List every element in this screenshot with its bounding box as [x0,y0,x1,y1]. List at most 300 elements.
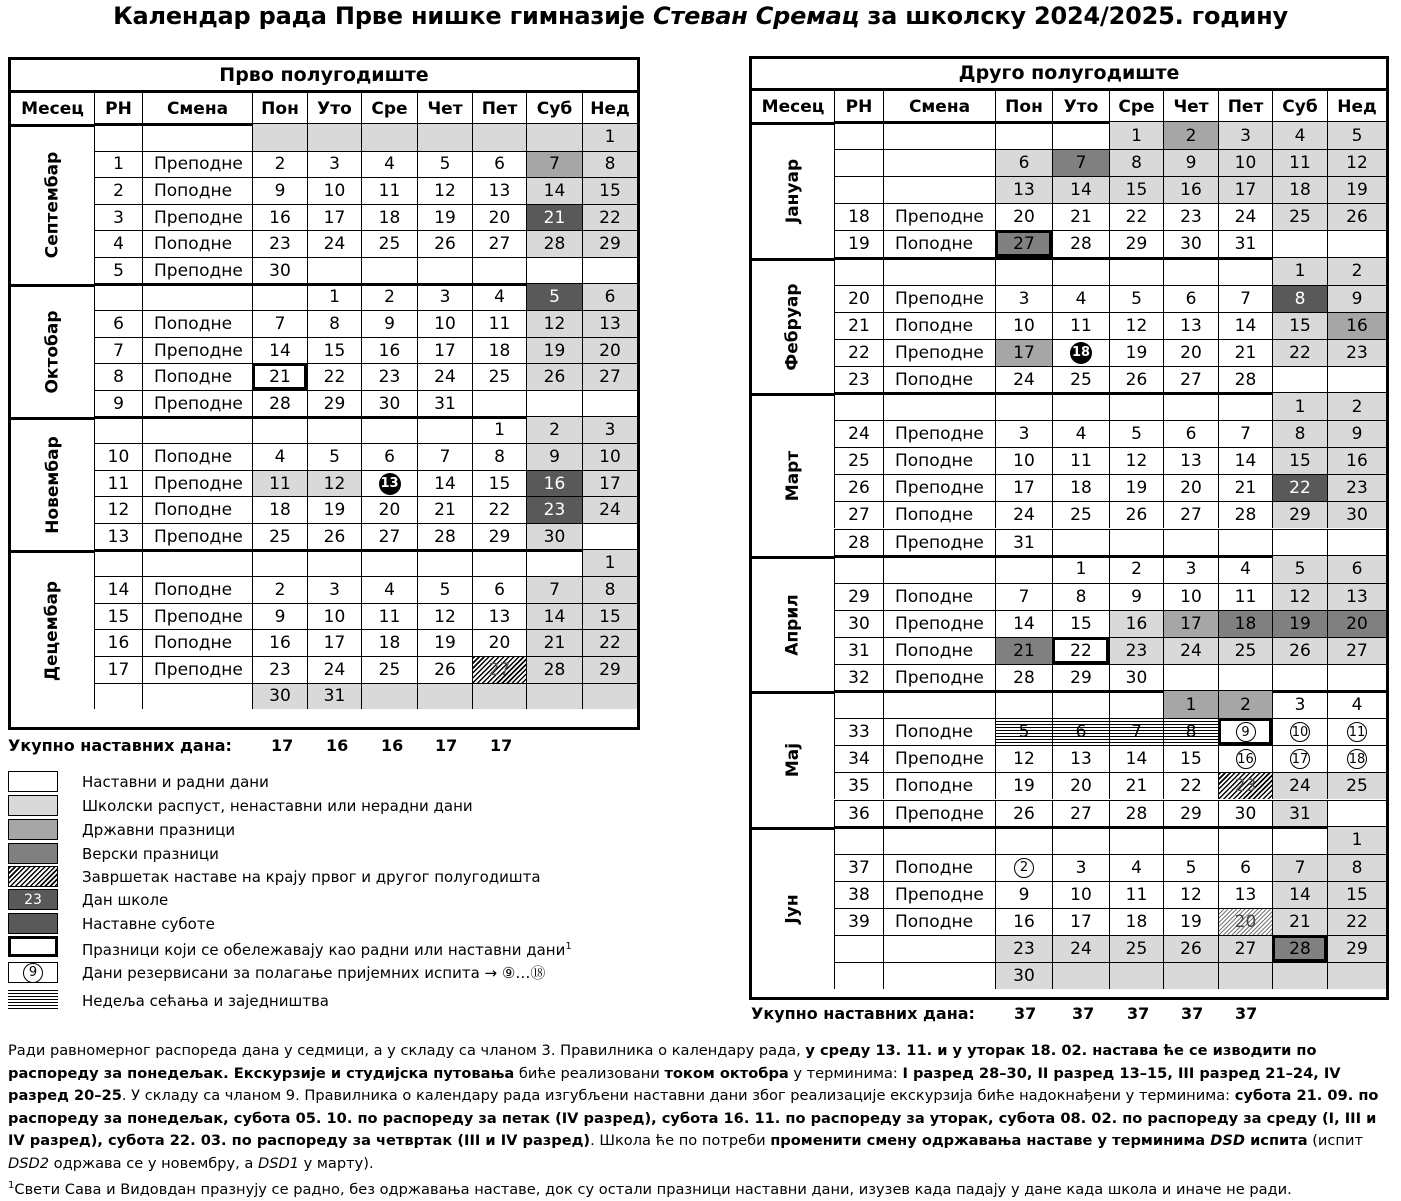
legend-text [82,913,215,935]
rn-cell: 32 [834,664,883,691]
day-cell: 20 [995,203,1052,230]
day-cell [995,258,1052,285]
day-cell: 29 [1109,230,1163,257]
day-cell: 17 [307,629,361,656]
day-cell: 1 [1109,122,1163,149]
legend-label: Наставни и радни дани [82,773,269,791]
total-value: 37 [1072,1004,1095,1023]
legend-swatch [8,913,58,934]
day-cell: 31 [1218,230,1272,257]
day-cell: 8 [1109,149,1163,176]
day-cell: 3 [582,417,637,444]
day-cell: 9 [1109,583,1163,610]
day-cell: 8 [1272,420,1327,447]
legend-swatch [8,843,58,864]
day-cell: 17 [995,339,1052,366]
month-name: Јануар [782,159,803,224]
day-cell: 24 [1163,637,1218,664]
rn-cell [834,393,883,420]
rn-cell: 17 [94,656,142,683]
month-name: Септембар [42,152,63,259]
shift-cell: Преподне [142,470,252,497]
circled-day-number: 2 [1014,858,1034,878]
month-label [11,550,94,710]
day-cell [307,124,361,151]
day-cell: 9 [361,310,417,337]
legend-circled-number: 9 [23,963,43,983]
rn-cell: 30 [834,610,883,637]
shift-cell: Поподне [883,312,995,339]
legend-swatch: 23 [8,889,58,910]
day-cell [1052,529,1109,556]
day-cell: 17 [1218,176,1272,203]
day-cell: 16 [252,204,307,231]
day-cell: 21 [252,363,307,390]
day-cell: 18 [1272,176,1327,203]
day-cell [582,257,637,284]
day-cell [1272,366,1327,393]
rn-cell [94,550,142,577]
day-cell: 2 [1109,556,1163,583]
shift-cell: Поподне [883,583,995,610]
legend-text [82,866,541,888]
rn-cell: 38 [834,881,883,908]
legend-label: Завршетак наставе на крају првог и другог полугодишта [82,868,541,886]
circled-day-number: 18 [1070,342,1092,364]
month-name: Април [783,594,803,656]
day-cell: 2 [361,284,417,311]
day-cell: 4 [1327,691,1386,718]
day-cell: 26 [526,363,582,390]
day-cell [1272,718,1327,745]
day-cell [1218,745,1272,772]
legend-swatch [8,866,58,887]
shift-cell [142,124,252,151]
circled-day-number: 13 [379,473,401,495]
shift-cell [883,556,995,583]
day-cell [1272,962,1327,989]
day-cell: 26 [1327,203,1386,230]
day-cell: 27 [1052,800,1109,827]
day-cell: 13 [1052,745,1109,772]
total-value: 16 [381,736,404,755]
footer-notes: Ради равномерног распореда дана у седмици, а у складу са чланом 3. Правилника о календару рада, у среду 13. 11. и у уторак 18. 02. настава ће се изводити по распореду за понедељак. Екскурзије и студијска путовања биће реализовани током октобра у терминима: I разред 28–30, II разред 13–15, III разред 21–24, IV разред 20–25. У складу са чланом 9. Правилника о календару рада изгубљени наставни дани због реализације екскурзија биће надокнађени у терминима: субота 21. 09. по распореду за понедељак, субота 05. 10. по распореду за петак (IV разред), субота 16. 11. по распореду за уторак, субота 08. 02. по распореду за среду (I, III и IV разред), субота 22. 03. по распореду за четвртак (III и IV разред). Школа ће по потреби променити смену одржавања наставе у терминима DSD испита (испит DSD2 одржава се у новембру, а DSD1 у марту). $^1$Свети Сава и Видовдан празнују се радно, без одржавања наставе, док су остали празници наставни дани, изузев када падају у дане када школа и иначе не ради. [8,1042,1379,1198]
day-cell: 3 [1272,691,1327,718]
rn-cell: 13 [94,523,142,550]
day-cell [1109,529,1163,556]
legend-swatch [8,771,58,792]
day-cell: 20 [1218,908,1272,935]
day-cell [361,257,417,284]
day-cell: 22 [582,629,637,656]
day-header: Суб [1272,91,1327,122]
legend-text [82,819,235,841]
shift-cell: Поподне [142,629,252,656]
day-cell: 3 [995,285,1052,312]
day-cell [361,550,417,577]
day-cell: 14 [417,470,472,497]
legend-item [8,962,608,984]
day-cell [1109,827,1163,854]
shift-cell: Поподне [142,576,252,603]
day-cell: 26 [1109,501,1163,528]
day-cell: 19 [1109,339,1163,366]
day-cell: 7 [526,151,582,178]
day-cell: 22 [1163,772,1218,799]
circled-day-number: 17 [1290,749,1310,769]
shift-cell: Поподне [883,718,995,745]
day-cell: 9 [1327,420,1386,447]
day-cell: 7 [417,443,472,470]
day-cell: 9 [526,443,582,470]
rn-cell: 33 [834,718,883,745]
day-cell: 14 [526,177,582,204]
day-cell: 7 [1218,285,1272,312]
day-cell: 13 [582,310,637,337]
legend-item [8,866,608,888]
day-cell [1272,230,1327,257]
day-cell: 16 [252,629,307,656]
day-cell: 26 [417,656,472,683]
day-cell: 23 [1218,772,1272,799]
shift-cell [142,683,252,710]
day-cell [1163,827,1218,854]
day-cell: 15 [582,603,637,630]
legend-text [82,795,473,817]
legend-text [82,936,572,961]
shift-cell: Поподне [883,447,995,474]
day-cell: 3 [995,420,1052,447]
legend-label: Школски распуст, ненаставни или нерадни дани [82,797,473,815]
day-cell: 15 [1272,312,1327,339]
rn-cell [94,284,142,311]
day-cell: 26 [1163,935,1218,962]
month-name: Октобар [42,310,63,394]
shift-cell: Поподне [883,772,995,799]
day-cell [1218,529,1272,556]
day-cell: 11 [472,310,526,337]
day-cell: 13 [1163,312,1218,339]
day-cell [417,124,472,151]
rn-cell: 34 [834,745,883,772]
month-label [11,124,94,284]
rn-cell: 11 [94,470,142,497]
day-cell: 23 [526,496,582,523]
day-cell: 1 [1272,258,1327,285]
legend-swatch [8,990,58,1011]
day-header: Суб [526,93,582,124]
shift-cell: Поподне [883,854,995,881]
day-cell: 27 [472,230,526,257]
day-cell: 5 [526,284,582,311]
legend-swatch [8,795,58,816]
day-cell: 13 [472,177,526,204]
day-cell: 7 [1052,149,1109,176]
day-cell: 26 [995,800,1052,827]
day-cell [361,470,417,497]
shift-cell: Поподне [883,501,995,528]
day-cell: 15 [472,470,526,497]
day-cell [1052,962,1109,989]
day-cell: 1 [1327,827,1386,854]
day-header: Пон [995,91,1052,122]
day-cell: 19 [417,204,472,231]
day-cell: 29 [1052,664,1109,691]
day-cell: 7 [526,576,582,603]
day-cell [582,683,637,710]
day-cell [526,390,582,417]
day-cell: 12 [417,603,472,630]
legend-label: Наставне суботе [82,915,215,933]
day-cell: 23 [995,935,1052,962]
shift-cell: Поподне [883,230,995,257]
day-cell: 19 [995,772,1052,799]
day-cell: 6 [1327,556,1386,583]
shift-cell: Преподне [142,257,252,284]
shift-cell: Поподне [142,230,252,257]
rn-cell: 15 [94,603,142,630]
month-label [11,417,94,550]
day-header: Уто [307,93,361,124]
legend-item [8,936,608,958]
day-cell: 14 [995,610,1052,637]
day-cell [1052,827,1109,854]
day-cell [307,257,361,284]
day-cell: 22 [307,363,361,390]
day-cell [582,523,637,550]
day-cell [995,854,1052,881]
day-cell: 28 [1218,501,1272,528]
day-cell: 18 [1052,474,1109,501]
day-cell [1163,664,1218,691]
circled-day-number: 18 [1347,749,1367,769]
day-cell: 12 [307,470,361,497]
rn-cell [834,691,883,718]
column-header: РН [834,91,883,122]
shift-cell: Поподне [883,366,995,393]
day-cell: 25 [1272,203,1327,230]
day-cell [1052,691,1109,718]
day-cell: 2 [252,151,307,178]
day-cell: 21 [1272,908,1327,935]
shift-cell [883,122,995,149]
day-cell: 22 [1109,203,1163,230]
day-cell: 30 [526,523,582,550]
day-cell: 3 [1218,122,1272,149]
circled-day-number: 11 [1347,722,1367,742]
day-cell: 28 [995,664,1052,691]
day-cell [1327,529,1386,556]
day-cell: 14 [252,337,307,364]
legend-swatch [8,962,58,983]
day-cell: 17 [307,204,361,231]
day-cell [472,550,526,577]
day-cell: 30 [361,390,417,417]
day-cell: 14 [1218,312,1272,339]
day-cell: 20 [1163,339,1218,366]
day-cell: 30 [1109,664,1163,691]
rn-cell [834,149,883,176]
day-cell [1272,664,1327,691]
day-cell: 25 [361,230,417,257]
shift-cell [142,417,252,444]
day-cell [417,683,472,710]
day-cell: 8 [307,310,361,337]
month-label [752,258,834,394]
day-cell: 18 [1218,610,1272,637]
legend-label: Државни празници [82,821,236,839]
day-cell: 5 [1109,285,1163,312]
day-cell: 16 [995,908,1052,935]
shift-cell [142,550,252,577]
day-cell: 1 [307,284,361,311]
day-cell: 22 [1272,339,1327,366]
total-value: 17 [490,736,513,755]
day-cell: 21 [1109,772,1163,799]
day-cell [1163,962,1218,989]
month-label [11,284,94,417]
day-cell [307,550,361,577]
day-cell [361,683,417,710]
total-value: 17 [271,736,294,755]
totals-label: Укупно наставних дана: [751,1004,975,1023]
day-cell: 1 [1272,393,1327,420]
rn-cell: 12 [94,496,142,523]
day-cell: 30 [252,683,307,710]
day-cell: 28 [1272,935,1327,962]
day-cell: 7 [1272,854,1327,881]
legend-item [8,990,608,1012]
day-cell: 23 [1109,637,1163,664]
day-header: Чет [1163,91,1218,122]
day-cell: 3 [417,284,472,311]
day-cell: 12 [1109,312,1163,339]
day-cell: 21 [526,629,582,656]
day-cell: 4 [361,151,417,178]
rn-cell: 24 [834,420,883,447]
day-cell: 5 [417,151,472,178]
shift-cell: Преподне [142,337,252,364]
rn-cell: 31 [834,637,883,664]
day-cell: 12 [1163,881,1218,908]
day-cell: 17 [995,474,1052,501]
day-cell: 24 [582,496,637,523]
total-value: 37 [1181,1004,1204,1023]
day-cell: 16 [1327,447,1386,474]
day-cell: 1 [472,417,526,444]
day-cell: 28 [1218,366,1272,393]
day-cell: 17 [582,470,637,497]
rn-cell: 37 [834,854,883,881]
legend-text [82,962,545,984]
day-cell: 26 [417,230,472,257]
shift-cell [883,149,995,176]
day-cell: 24 [307,230,361,257]
day-cell: 19 [526,337,582,364]
day-cell [1052,258,1109,285]
day-cell [472,124,526,151]
day-cell [1218,962,1272,989]
day-cell [252,417,307,444]
day-cell: 30 [252,257,307,284]
day-cell: 10 [995,312,1052,339]
day-cell: 18 [361,204,417,231]
day-cell [1272,745,1327,772]
day-cell: 17 [1163,610,1218,637]
day-cell: 11 [1272,149,1327,176]
month-name: Децембар [42,580,63,681]
day-cell [1163,529,1218,556]
day-cell: 3 [1052,854,1109,881]
rn-cell [834,258,883,285]
legend-item [8,843,608,865]
day-cell: 5 [417,576,472,603]
shift-cell [883,176,995,203]
day-cell [1218,718,1272,745]
day-cell: 12 [995,745,1052,772]
day-cell: 15 [1327,881,1386,908]
rn-cell: 14 [94,576,142,603]
day-cell [1109,258,1163,285]
day-cell: 26 [1272,637,1327,664]
day-cell: 30 [1327,501,1386,528]
day-cell: 6 [472,151,526,178]
day-cell [582,390,637,417]
rn-cell: 8 [94,363,142,390]
day-cell: 8 [1052,583,1109,610]
day-cell: 15 [1272,447,1327,474]
day-cell [1327,745,1386,772]
day-cell [417,417,472,444]
shift-cell: Преподне [142,656,252,683]
day-cell: 2 [1163,122,1218,149]
day-cell: 10 [307,177,361,204]
day-cell [1218,827,1272,854]
rn-cell: 7 [94,337,142,364]
day-cell: 14 [526,603,582,630]
day-cell: 5 [1272,556,1327,583]
legend-label: Дан школе [82,891,169,909]
rn-cell [94,124,142,151]
day-header: Пет [472,93,526,124]
day-cell: 6 [995,149,1052,176]
shift-cell: Поподне [142,496,252,523]
legend-label: Дани резервисани за полагање пријемних испита → ⑨…⑱ [82,964,546,982]
day-cell: 8 [1327,854,1386,881]
day-cell [417,257,472,284]
rn-cell [834,935,883,962]
day-cell: 4 [1052,420,1109,447]
day-cell: 24 [417,363,472,390]
day-cell: 16 [361,337,417,364]
day-cell [361,417,417,444]
day-cell: 15 [1109,176,1163,203]
column-header: РН [94,93,142,124]
day-cell: 27 [1327,637,1386,664]
day-cell [252,284,307,311]
column-header: Смена [883,91,995,122]
footnote-marker: 1 [565,941,572,952]
rn-cell: 9 [94,390,142,417]
day-cell: 25 [1052,501,1109,528]
day-cell: 10 [1218,149,1272,176]
day-cell: 31 [417,390,472,417]
day-cell: 23 [1327,474,1386,501]
day-cell: 4 [1109,854,1163,881]
rn-cell: 22 [834,339,883,366]
day-cell: 24 [1272,772,1327,799]
rn-cell: 36 [834,800,883,827]
